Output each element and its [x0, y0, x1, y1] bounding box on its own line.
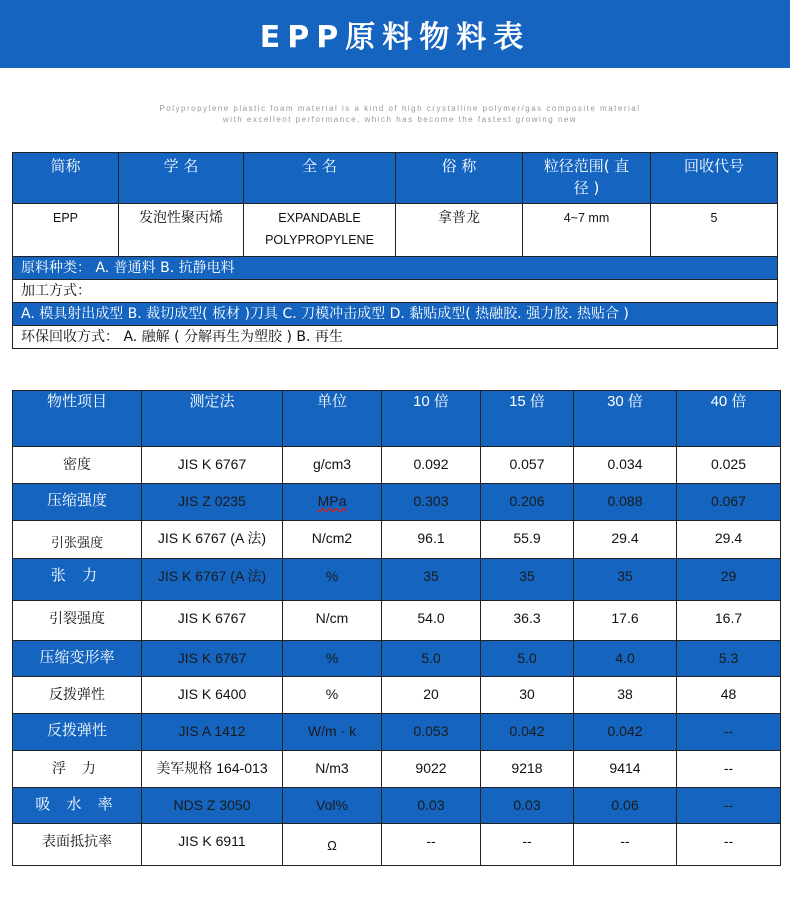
- table-row: [13, 788, 781, 824]
- value-15x: 0.042: [481, 714, 574, 751]
- process-label-row: [13, 280, 778, 303]
- property-water-absorption: 吸 水 率: [13, 788, 142, 824]
- value-15x: 5.0: [481, 641, 574, 677]
- header-particle-size: 粒径范围( 直径 ): [523, 153, 651, 204]
- table-row: [13, 521, 781, 559]
- table-row: [13, 484, 781, 521]
- property-tensile-strength: [13, 521, 142, 559]
- material-types-row: [13, 257, 778, 280]
- header-full-name: 全 名: [244, 153, 396, 204]
- unit-cell: g/cm3: [283, 447, 382, 484]
- value-15x: 0.03: [481, 788, 574, 824]
- value-10x: 0.053: [382, 714, 481, 751]
- page-title: EPP原料物料表: [259, 20, 531, 55]
- value-common-name: 拿普龙: [396, 204, 523, 257]
- unit-cell: %: [283, 559, 382, 601]
- value-full-name: [244, 204, 396, 257]
- value-30x: 0.088: [574, 484, 677, 521]
- unit-cell: Vol%: [283, 788, 382, 824]
- method-cell: JIS K 6767 (A 法): [142, 521, 283, 559]
- properties-header-row: [13, 391, 781, 447]
- value-30x: 17.6: [574, 601, 677, 641]
- subtitle: [0, 103, 790, 125]
- value-10x: 0.03: [382, 788, 481, 824]
- process-methods: A. 模具射出成型 B. 裁切成型( 板材 )刀具 C. 刀模冲击成型 D. 黏贴成型( 热融胶. 强力胶. 热贴合 ): [13, 303, 778, 326]
- property-thermal-conductivity: 反拨弹性: [13, 714, 142, 751]
- value-30x: 35: [574, 559, 677, 601]
- recycling-methods: 环保回收方式： A. 融解 ( 分解再生为塑胶 ) B. 再生: [13, 326, 778, 349]
- property-elongation: 张 力: [13, 559, 142, 601]
- value-40x: --: [677, 788, 781, 824]
- value-15x: 0.057: [481, 447, 574, 484]
- method-cell: JIS K 6767: [142, 601, 283, 641]
- value-40x: 16.7: [677, 601, 781, 641]
- unit-cell: N/m3: [283, 751, 382, 788]
- method-cell: JIS K 6767 (A 法): [142, 559, 283, 601]
- value-particle-size: 4~7 mm: [523, 204, 651, 257]
- process-label: 加工方式：: [13, 280, 778, 303]
- value-10x: 9022: [382, 751, 481, 788]
- unit-text: MPa: [317, 493, 347, 509]
- unit-cell: N/cm2: [283, 521, 382, 559]
- method-cell: NDS Z 3050: [142, 788, 283, 824]
- value-15x: --: [481, 824, 574, 866]
- value-15x: 9218: [481, 751, 574, 788]
- value-10x: 54.0: [382, 601, 481, 641]
- unit-cell: [283, 484, 382, 521]
- value-30x: 4.0: [574, 641, 677, 677]
- value-40x: --: [677, 751, 781, 788]
- property-text: 引张强度: [50, 535, 103, 550]
- value-10x: 20: [382, 677, 481, 714]
- material-info-table: [12, 152, 778, 349]
- value-abbr: EPP: [13, 204, 119, 257]
- value-30x: 0.042: [574, 714, 677, 751]
- method-cell: JIS K 6767: [142, 447, 283, 484]
- value-15x: 0.206: [481, 484, 574, 521]
- value-30x: 29.4: [574, 521, 677, 559]
- header-abbr: 简称: [13, 153, 119, 204]
- value-full-name-line-2: POLYPROPYLENE: [265, 233, 374, 247]
- method-cell: 美军规格 164-013: [142, 751, 283, 788]
- value-30x: 0.034: [574, 447, 677, 484]
- table-row: [13, 559, 781, 601]
- value-40x: 29.4: [677, 521, 781, 559]
- table-row: [13, 677, 781, 714]
- unit-cell: %: [283, 641, 382, 677]
- value-10x: 35: [382, 559, 481, 601]
- subtitle-line-2: with excellent performance, which has become the fastest growing new: [222, 115, 578, 124]
- header-30x: 30 倍: [574, 391, 677, 447]
- value-40x: 29: [677, 559, 781, 601]
- table-row: [13, 751, 781, 788]
- value-10x: 0.303: [382, 484, 481, 521]
- value-15x: 55.9: [481, 521, 574, 559]
- method-cell: JIS K 6400: [142, 677, 283, 714]
- value-10x: 0.092: [382, 447, 481, 484]
- value-15x: 35: [481, 559, 574, 601]
- header-recycle-code: 回收代号: [651, 153, 778, 204]
- header-15x: 15 倍: [481, 391, 574, 447]
- property-rebound-resilience: 反拨弹性: [13, 677, 142, 714]
- header-common-name: 俗 称: [396, 153, 523, 204]
- material-header-row: [13, 153, 778, 204]
- header-10x: 10 倍: [382, 391, 481, 447]
- process-methods-row: [13, 303, 778, 326]
- value-30x: --: [574, 824, 677, 866]
- header-unit: 单位: [283, 391, 382, 447]
- title-banner: [0, 0, 790, 68]
- unit-cell: W/m · k: [283, 714, 382, 751]
- table-row: [13, 824, 781, 866]
- value-recycle-code: 5: [651, 204, 778, 257]
- unit-cell: %: [283, 677, 382, 714]
- header-scientific-name: 学 名: [119, 153, 244, 204]
- material-value-row: [13, 204, 778, 257]
- value-10x: 5.0: [382, 641, 481, 677]
- value-full-name-line-1: EXPANDABLE: [278, 211, 361, 225]
- unit-cell: N/cm: [283, 601, 382, 641]
- recycling-row: [13, 326, 778, 349]
- value-40x: 0.067: [677, 484, 781, 521]
- table-row: [13, 714, 781, 751]
- value-scientific-name: 发泡性聚丙烯: [119, 204, 244, 257]
- value-10x: --: [382, 824, 481, 866]
- property-buoyancy: 浮 力: [13, 751, 142, 788]
- value-10x: 96.1: [382, 521, 481, 559]
- method-cell: JIS K 6911: [142, 824, 283, 866]
- ohm-symbol: Ω: [327, 838, 337, 853]
- property-surface-resistivity: 表面抵抗率: [13, 824, 142, 866]
- properties-table: [12, 390, 781, 866]
- value-15x: 36.3: [481, 601, 574, 641]
- header-property-item: 物性项目: [13, 391, 142, 447]
- method-cell: JIS Z 0235: [142, 484, 283, 521]
- material-types: 原料种类： A. 普通料 B. 抗静电料: [13, 257, 778, 280]
- property-compressive-strength: 压缩强度: [13, 484, 142, 521]
- header-test-method: 测定法: [142, 391, 283, 447]
- value-40x: 48: [677, 677, 781, 714]
- table-row: [13, 601, 781, 641]
- value-40x: 5.3: [677, 641, 781, 677]
- subtitle-line-1: Polypropylene plastic foam material is a kind of high crystalline polymer/gas composite material: [159, 104, 641, 113]
- property-compression-set: 压缩变形率: [13, 641, 142, 677]
- property-tear-strength: 引裂强度: [13, 601, 142, 641]
- method-cell: JIS A 1412: [142, 714, 283, 751]
- value-15x: 30: [481, 677, 574, 714]
- value-30x: 9414: [574, 751, 677, 788]
- header-40x: 40 倍: [677, 391, 781, 447]
- value-30x: 0.06: [574, 788, 677, 824]
- value-40x: --: [677, 824, 781, 866]
- table-row: [13, 641, 781, 677]
- value-40x: --: [677, 714, 781, 751]
- table-row: [13, 447, 781, 484]
- value-40x: 0.025: [677, 447, 781, 484]
- unit-cell: [283, 824, 382, 866]
- value-30x: 38: [574, 677, 677, 714]
- method-cell: JIS K 6767: [142, 641, 283, 677]
- property-density: 密度: [13, 447, 142, 484]
